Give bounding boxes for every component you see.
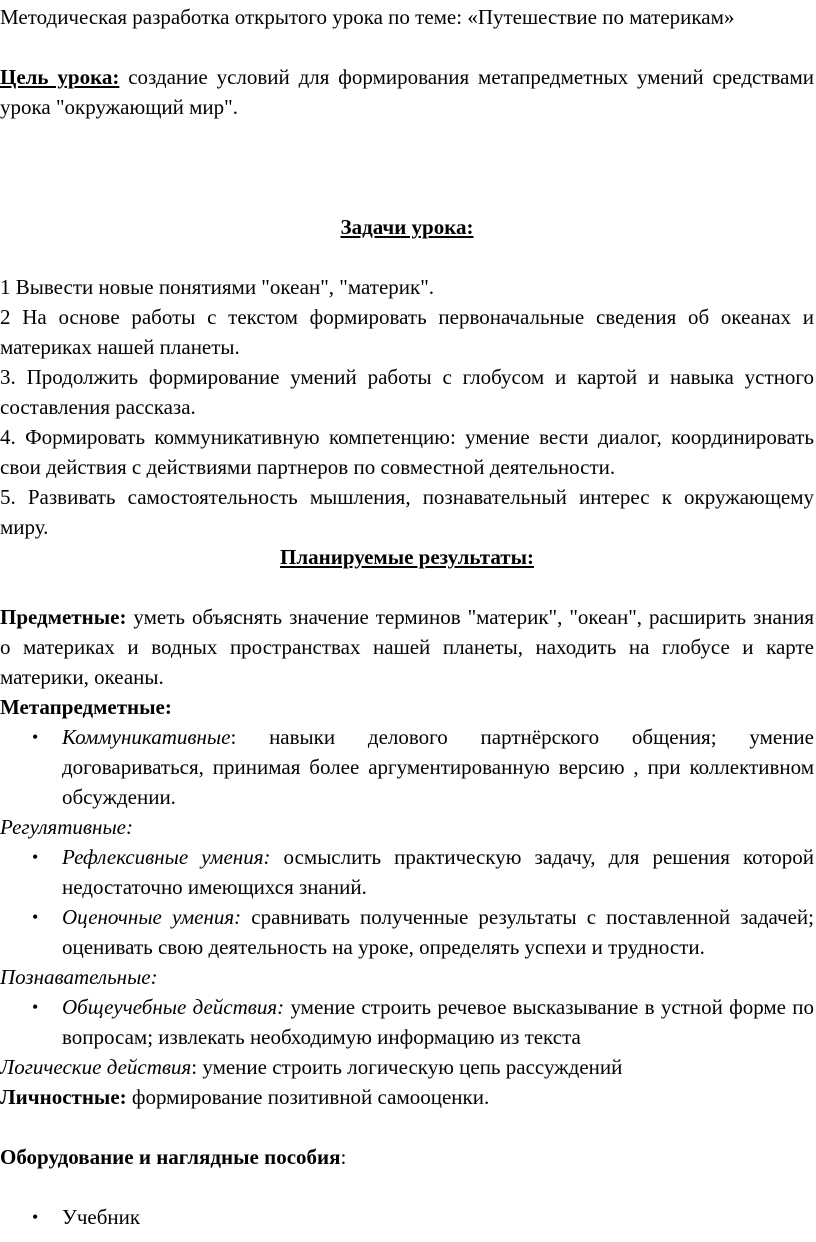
reflexive-text: осмыслить практическую задачу, для решения которой недостаточно имеющихся знаний. — [62, 845, 815, 899]
lesson-goal — [0, 62, 814, 122]
spacer — [0, 572, 814, 602]
regulative-label: Регулятивные: — [0, 815, 133, 839]
personal-results — [0, 1082, 814, 1112]
equipment-label: Оборудование и наглядные пособия — [0, 1145, 341, 1169]
evaluative-text: сравнивать полученные результаты с поставленной задачей; оценивать свою деятельность на уроке, определять успехи и трудности. — [62, 905, 814, 959]
general-label: Общеучебные действия: — [62, 995, 285, 1019]
tasks-heading: Задачи урока: — [340, 215, 474, 239]
logical-text: : умение строить логическую цепь рассуждений — [191, 1055, 623, 1079]
cognitive-label: Познавательные: — [0, 965, 158, 989]
list-item — [62, 842, 814, 902]
equipment-heading — [0, 1142, 814, 1172]
task-item: 2 На основе работы с текстом формировать первоначальные сведения об океанах и материках нашей планеты. — [0, 305, 814, 359]
task-item: 1 Вывести новые понятиями "океан", "материк". — [0, 275, 435, 299]
communicative-label: Коммуникативные — [62, 725, 231, 749]
subject-label: Предметные: — [0, 605, 127, 629]
spacer — [0, 242, 814, 272]
equipment-colon: : — [340, 1145, 347, 1169]
logical-actions — [0, 1052, 814, 1082]
spacer — [0, 1172, 814, 1202]
communicative-text: : навыки делового партнёрского общения; умение договариваться, принимая более аргументированную версию , при коллективном обсуждении. — [62, 725, 814, 809]
subject-text: уметь объяснять значение терминов "материк", "океан", расширить знания о материках и водных пространствах нашей планеты, находить на глобусе и карте материки, океаны. — [0, 605, 814, 689]
evaluative-label: Оценочные умения: — [62, 905, 242, 929]
subject-results — [0, 602, 814, 692]
goal-text: создание условий для формирования метапредметных умений средствами урока "окружающий мир". — [0, 65, 814, 119]
spacer — [0, 1112, 814, 1142]
logical-label: Логические действия — [0, 1055, 192, 1079]
meta-label: Метапредметные: — [0, 695, 172, 719]
personal-text: формирование позитивной самооценки. — [126, 1085, 490, 1109]
list-item: • Учебник — [62, 1202, 814, 1232]
equipment-list — [0, 1202, 814, 1232]
communicative-list — [0, 722, 814, 812]
cognitive-list — [0, 992, 814, 1052]
general-text: умение строить речевое высказывание в устной форме по вопросам; извлекать необходимую информацию из текста — [62, 995, 814, 1049]
reflexive-label: Рефлексивные умения: — [62, 845, 271, 869]
task-item: 5. Развивать самостоятельность мышления, познавательный интерес к окружающему миру. — [0, 485, 814, 539]
document-title: Методическая разработка открытого урока по теме: «Путешествие по материкам» — [0, 5, 735, 29]
task-item: 4. Формировать коммуникативную компетенцию: умение вести диалог, координировать свои действия с действиями партнеров по совместной деятельности. — [0, 425, 814, 479]
list-item — [62, 902, 814, 962]
goal-label: Цель урока: — [0, 65, 120, 89]
list-item — [62, 722, 814, 812]
task-item: 3. Продолжить формирование умений работы с глобусом и картой и навыка устного составления рассказа. — [0, 365, 814, 419]
results-heading: Планируемые результаты: — [280, 545, 534, 569]
list-item — [62, 992, 814, 1052]
spacer — [0, 32, 814, 62]
regulative-list — [0, 842, 814, 962]
personal-label: Личностные: — [0, 1085, 127, 1109]
spacer — [0, 122, 814, 212]
